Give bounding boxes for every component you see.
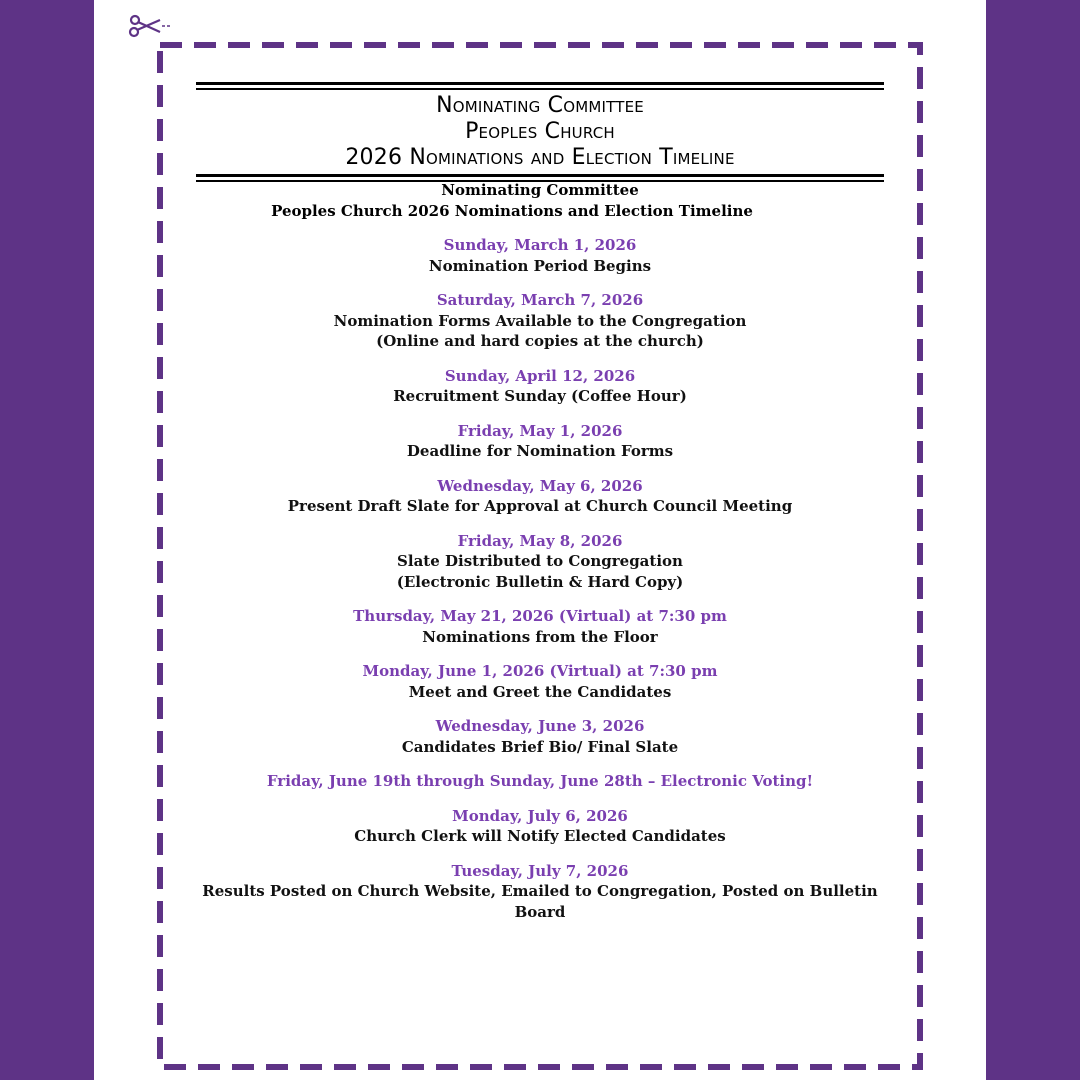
timeline-description: Church Clerk will Notify Elected Candidates <box>354 827 726 845</box>
header-title-line3: 2026 Nominations and Election Timeline <box>345 145 735 170</box>
timeline-entry <box>196 290 884 352</box>
timeline-description: (Online and hard copies at the church) <box>376 332 704 350</box>
timeline-date: Saturday, March 7, 2026 <box>436 291 644 309</box>
top-double-rule <box>196 82 884 90</box>
timeline-date: Thursday, May 21, 2026 (Virtual) at 7:30 pm <box>353 607 727 625</box>
timeline-date: Friday, May 1, 2026 <box>457 421 623 440</box>
timeline-date: Friday, May 8, 2026 <box>457 531 623 550</box>
timeline-entry <box>196 531 884 593</box>
timeline-date: Wednesday, June 3, 2026 <box>435 717 645 735</box>
header-banner <box>196 82 884 182</box>
timeline-description: Nomination Period Begins <box>428 256 652 275</box>
timeline-description: Recruitment Sunday (Coffee Hour) <box>393 387 687 405</box>
timeline-entry <box>196 771 884 792</box>
header-title-line2: Peoples Church <box>465 119 615 144</box>
timeline-date: Sunday, April 12, 2026 <box>444 366 636 385</box>
scissors-icon <box>126 10 174 40</box>
timeline-description: Nominations from the Floor <box>422 627 658 646</box>
timeline-description: Candidates Brief Bio/ Final Slate <box>401 737 679 756</box>
timeline-entry <box>196 806 884 847</box>
timeline-body <box>196 180 884 922</box>
timeline-description: Meet and Greet the Candidates <box>408 682 672 701</box>
header-title-line1: Nominating Committee <box>436 93 644 118</box>
timeline-entry <box>196 606 884 647</box>
timeline-date: Friday, June 19th through Sunday, June 28th – Electronic Voting! <box>266 772 814 790</box>
timeline-date: Monday, June 1, 2026 (Virtual) at 7:30 pm <box>362 662 718 680</box>
timeline-description: Deadline for Nomination Forms <box>406 442 674 460</box>
timeline-description: Slate Distributed to Congregation <box>397 552 683 570</box>
timeline-description: Results Posted on Church Website, Emailed to Congregation, Posted on Bulletin Board <box>202 882 878 921</box>
timeline-date: Tuesday, July 7, 2026 <box>451 861 629 880</box>
timeline-entry <box>196 366 884 407</box>
subheading-line2: Peoples Church 2026 Nominations and Election Timeline <box>271 201 753 220</box>
timeline-date: Wednesday, May 6, 2026 <box>437 476 643 495</box>
timeline-entry <box>196 421 884 462</box>
timeline-description: Nomination Forms Available to the Congregation <box>333 311 747 330</box>
timeline-entry <box>196 716 884 757</box>
subheading-line1: Nominating Committee <box>441 181 639 199</box>
timeline-description: (Electronic Bulletin & Hard Copy) <box>396 572 684 591</box>
timeline-entry <box>196 235 884 276</box>
timeline-entry <box>196 661 884 702</box>
timeline-description: Present Draft Slate for Approval at Church Council Meeting <box>287 497 793 515</box>
timeline-entry <box>196 476 884 517</box>
timeline-date: Monday, July 6, 2026 <box>452 806 628 825</box>
timeline-date: Sunday, March 1, 2026 <box>443 236 637 254</box>
timeline-list <box>196 235 884 922</box>
timeline-entry <box>196 861 884 923</box>
